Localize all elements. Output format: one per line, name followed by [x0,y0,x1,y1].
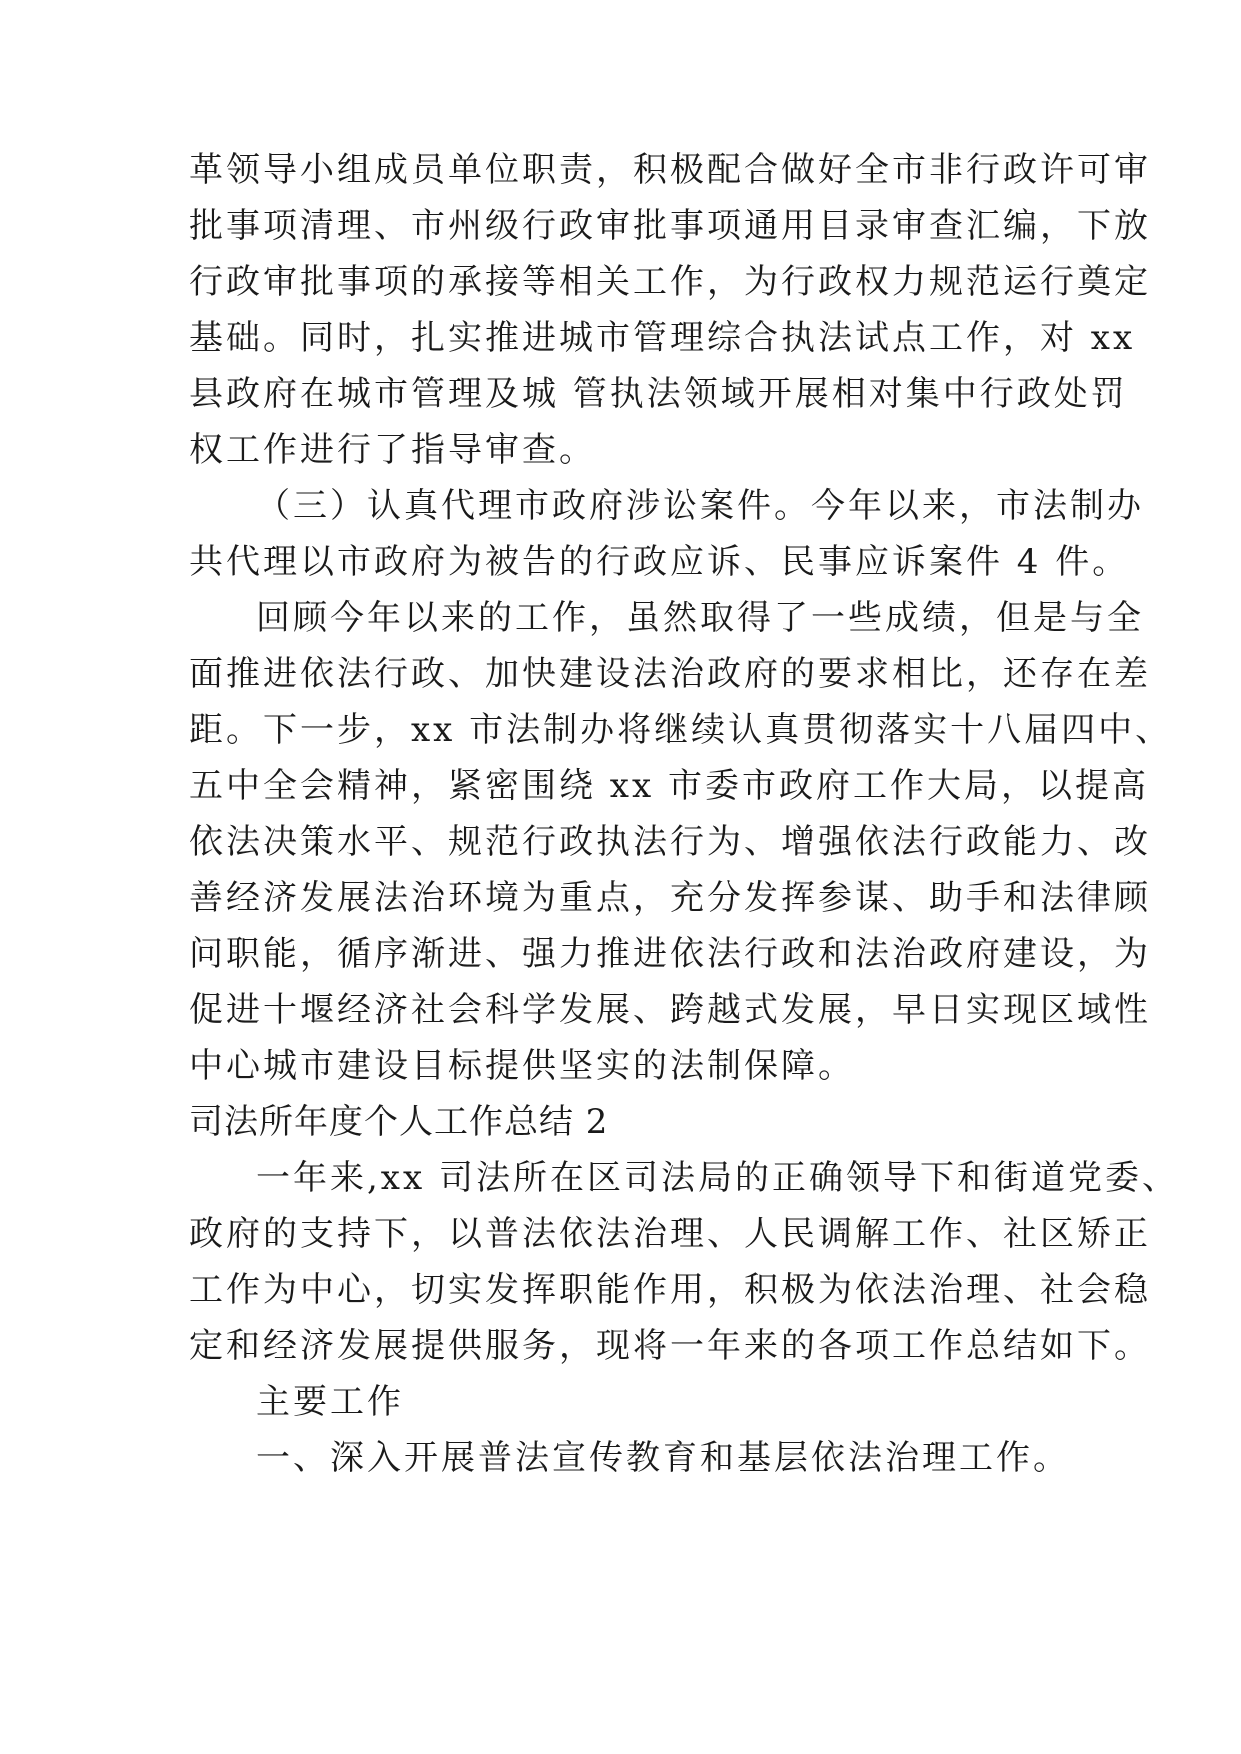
text-line: 革领导小组成员单位职责，积极配合做好全市非行政许可审 [189,150,1151,190]
text-line: 距。下一步，xx 市法制办将继续认真贯彻落实十八届四中、 [189,710,1173,750]
text-line: 定和经济发展提供服务，现将一年来的各项工作总结如下。 [189,1326,1151,1366]
text-line: 行政审批事项的承接等相关工作，为行政权力规范运行奠定 [189,262,1151,302]
text-line: 中心城市建设目标提供坚实的法制保障。 [189,1046,855,1086]
text-line: 依法决策水平、规范行政执法行为、增强依法行政能力、改 [189,822,1151,862]
subheading: 一、深入开展普法宣传教育和基层依法治理工作。 [256,1438,1070,1478]
text-line: 善经济发展法治环境为重点，充分发挥参谋、助手和法律顾 [189,878,1151,918]
section-title: 司法所年度个人工作总结 2 [189,1102,609,1142]
paragraph-start-line: 回顾今年以来的工作，虽然取得了一些成绩，但是与全 [256,598,1144,638]
paragraph-start-line: （三）认真代理市政府涉讼案件。今年以来，市法制办 [256,486,1144,526]
text-line: 五中全会精神，紧密围绕 xx 市委市政府工作大局，以提高 [189,766,1149,806]
text-line: 促进十堰经济社会科学发展、跨越式发展，早日实现区域性 [189,990,1151,1030]
text-line: 批事项清理、市州级行政审批事项通用目录审查汇编，下放 [189,206,1151,246]
text-line: 问职能，循序渐进、强力推进依法行政和法治政府建设，为 [189,934,1151,974]
text-line: 基础。同时，扎实推进城市管理综合执法试点工作，对 xx [189,318,1136,358]
subheading: 主要工作 [256,1382,404,1422]
text-line: 政府的支持下，以普法依法治理、人民调解工作、社区矫正 [189,1214,1151,1254]
text-line: 共代理以市政府为被告的行政应诉、民事应诉案件 4 件。 [189,542,1130,582]
paragraph-start-line: 一年来,xx 司法所在区司法局的正确领导下和街道党委、 [256,1158,1179,1198]
text-line: 面推进依法行政、加快建设法治政府的要求相比，还存在差 [189,654,1151,694]
text-line: 县政府在城市管理及城 管执法领域开展相对集中行政处罚 [189,374,1128,414]
text-line: 工作为中心，切实发挥职能作用，积极为依法治理、社会稳 [189,1270,1151,1310]
text-line: 权工作进行了指导审查。 [189,430,596,470]
